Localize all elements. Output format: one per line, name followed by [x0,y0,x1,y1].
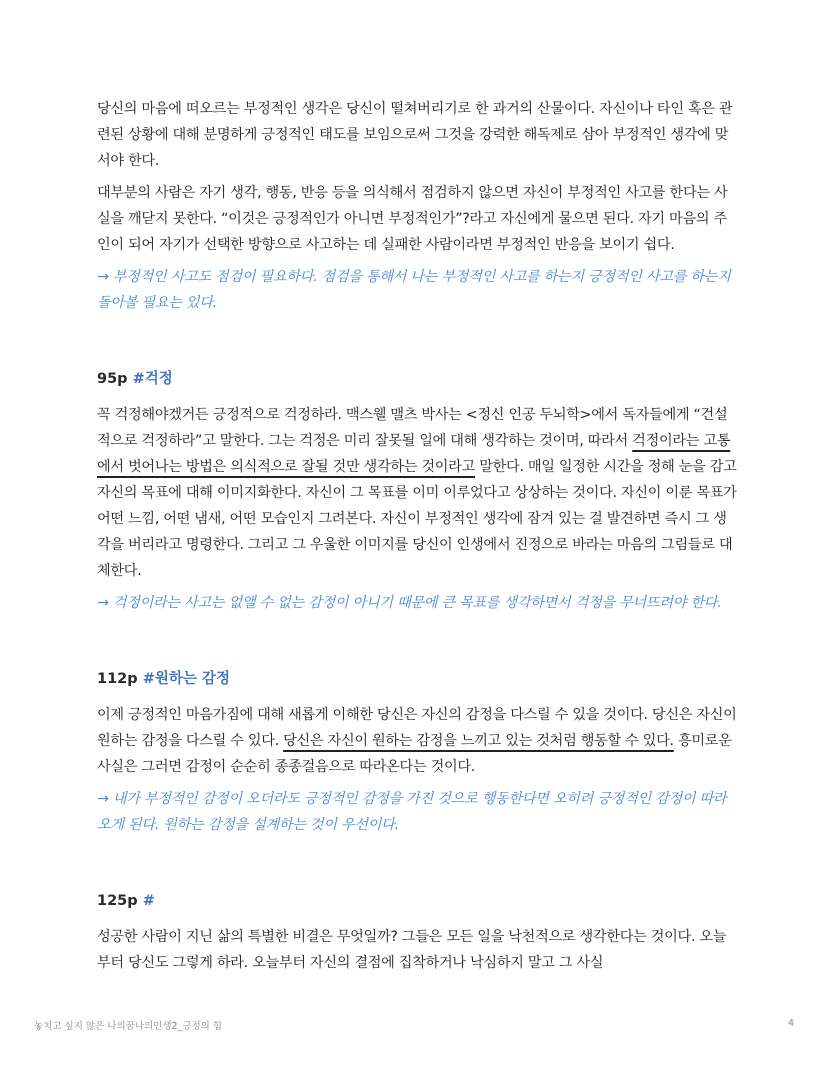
worry-note: → 걱정이라는 사고는 없앨 수 없는 감정이 아니기 때문에 큰 목표를 생각하면서 걱정을 무너뜨려야 한다. [97,595,722,611]
worry-paragraph [97,402,737,584]
worry-note-block [97,590,737,616]
intro-note: → 부정적인 사고도 점검이 필요하다. 점검을 통해서 나는 부정적인 사고를 하는지 긍정적인 사고를 하는지 돌아볼 필요는 있다. [97,269,731,311]
emotion-note-block [97,786,737,838]
hashtag: #원하는 감정 [142,671,230,687]
page-ref: 125p [97,893,138,909]
emotion-text-b: 흥미로운 사실은 그러면 감정이 순순히 종종걸음으로 따라온다는 것이다. [97,733,732,775]
page-ref: 95p [97,371,128,387]
intro-note-block [97,264,737,316]
hashtag: #걱정 [132,371,173,387]
intro-paragraph-2: 대부분의 사람은 자기 생각, 행동, 반응 등을 의식해서 점검하지 않으면 자신이 부정적인 사고를 한다는 사실을 깨닫지 못한다. “이것은 긍정적인가 아니면 부정적인가”?라고 자신에게 물으면 된다. 자기 마음의 주인이 되어 자기가 선택한 방향으로 사고하는 데 실패한 사람이라면 부정적인 반응을 보이기 쉽다. [97,185,728,253]
intro-paragraph-1: 당신의 마음에 떠오르는 부정적인 생각은 당신이 떨쳐버리기로 한 과거의 산물이다. 자신이나 타인 혹은 관련된 상황에 대해 분명하게 긍정적인 태도를 보임으로써 그것을 강력한 해독제로 삼아 부정적인 생각에 맞서야 한다. [97,101,733,169]
hashtag: # [142,893,155,909]
emotion-text-a: 이제 긍정적인 마음가짐에 대해 새롭게 이해한 당신은 자신의 감정을 다스릴 수 있을 것이다. 당신은 자신이 원하는 감정을 다스릴 수 있다. [97,707,737,749]
section-heading-worry [97,368,737,390]
document-body [97,96,737,982]
emotion-note: → 내가 부정적인 감정이 오더라도 긍정적인 감정을 가진 것으로 행동한다면 오히려 긍정적인 감정이 따라오게 된다. 원하는 감정을 설계하는 것이 우선이다. [97,791,727,833]
worry-text-b: 말한다. 매일 일정한 시간을 정해 눈을 감고 자신의 목표에 대해 이미지화한다. 자신이 그 목표를 이미 이루었다고 상상하는 것이다. 자신이 이룬 목표가 어떤 느낌, 어떤 냄새, 어떤 모습인지 그려본다. 자신이 부정적인 생각에 잠겨 있는 걸 발견하면 즉시 그 생각을 버리라고 명령한다. 그리고 그 우울한 이미지를 당신이 인생에서 진정으로 바라는 마음의 그림들로 대체한다. [97,459,737,579]
footer-page-number: 4 [787,1018,794,1029]
success-paragraph: 성공한 사람이 지닌 삶의 특별한 비결은 무엇일까? 그들은 모든 일을 낙천적으로 생각한다는 것이다. 오늘부터 당신도 그렇게 하라. 오늘부터 자신의 결점에 집착하거나 낙심하지 말고 그 사실 [97,929,727,971]
section-heading-emotion [97,668,737,690]
emotion-paragraph [97,702,737,780]
worry-text-a: 꼭 걱정해야겠거든 긍정적으로 걱정하라. 맥스웰 맬츠 박사는 <정신 인공 두뇌학>에서 독자들에게 “건설적으로 걱정하라”고 말한다. 그는 걱정은 미리 잘못될 일에 대해 생각하는 것이며, 따라서 [97,407,728,449]
emotion-underlined-text: 당신은 자신이 원하는 감정을 느끼고 있는 것처럼 행동할 수 있다. [283,733,674,749]
footer-title: 놓치고 싶지 않은 나의꿈나의인생2_긍정의 힘 [34,1021,223,1032]
worry-underlined-text: 걱정이라는 고통에서 벗어나는 방법은 의식적으로 잘될 것만 생각하는 것이라고 [97,433,731,475]
section-heading-success [97,890,737,912]
page-ref: 112p [97,671,138,687]
